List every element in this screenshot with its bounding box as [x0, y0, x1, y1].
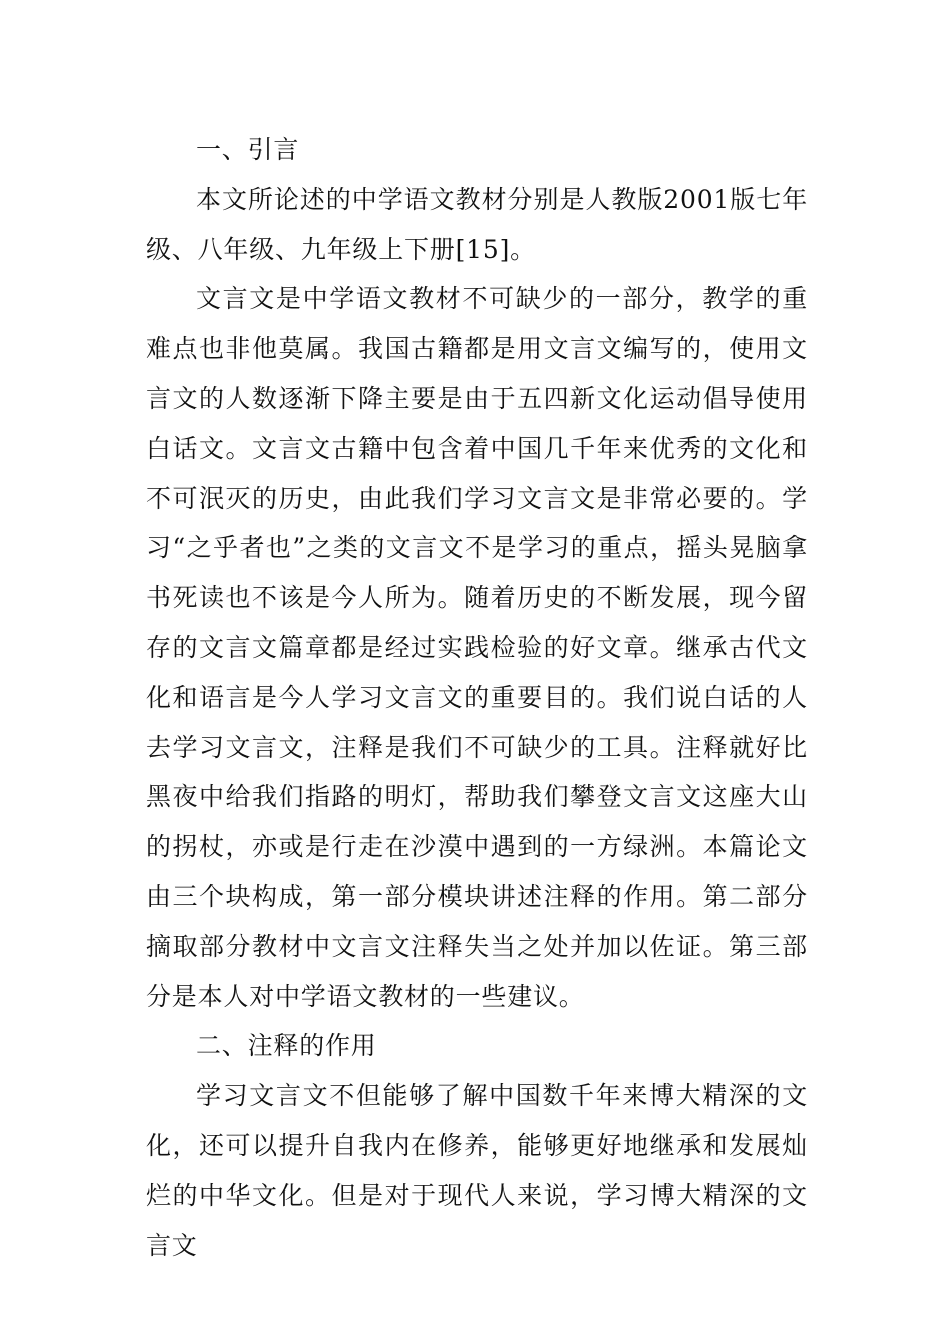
- paragraph-learning-classical-chinese: 学习文言文不但能够了解中国数千年来博大精深的文化，还可以提升自我内在修养，能够更好地继承和发展灿烂的中华文化。但是对于现代人来说，学习博大精深的文言文: [146, 1081, 808, 1260]
- paragraph-classical-chinese-importance: 文言文是中学语文教材不可缺少的一部分，教学的重难点也非他莫属。我国古籍都是用文言文编写的，使用文言文的人数逐渐下降主要是由于五四新文化运动倡导使用白话文。文言文古籍中包含着中国几千年来优秀的文化和不可泯灭的历史，由此我们学习文言文是非常必要的。学习“之乎者也”之类的文言文不是学习的重点，摇头晃脑拿书死读也不该是今人所为。随着历史的不断发展，现今留存的文言文篇章都是经过实践检验的好文章。继承古代文化和语言是今人学习文言文的重要目的。我们说白话的人去学习文言文，注释是我们不可缺少的工具。注释就好比黑夜中给我们指路的明灯，帮助我们攀登文言文这座大山的拐杖，亦或是行走在沙漠中遇到的一方绿洲。本篇论文由三个块构成，第一部分模块讲述注释的作用。第二部分摘取部分教材中文言文注释失当之处并加以佐证。第三部分是本人对中学语文教材的一些建议。: [146, 284, 808, 1011]
- paragraph-textbook-scope: 本文所论述的中学语文教材分别是人教版2001版七年级、八年级、九年级上下册[15]。: [146, 184, 808, 264]
- section-heading-introduction: 一、引言: [196, 135, 300, 164]
- section-heading-annotation-role: 二、注释的作用: [196, 1031, 377, 1061]
- document-body: [146, 125, 808, 1270]
